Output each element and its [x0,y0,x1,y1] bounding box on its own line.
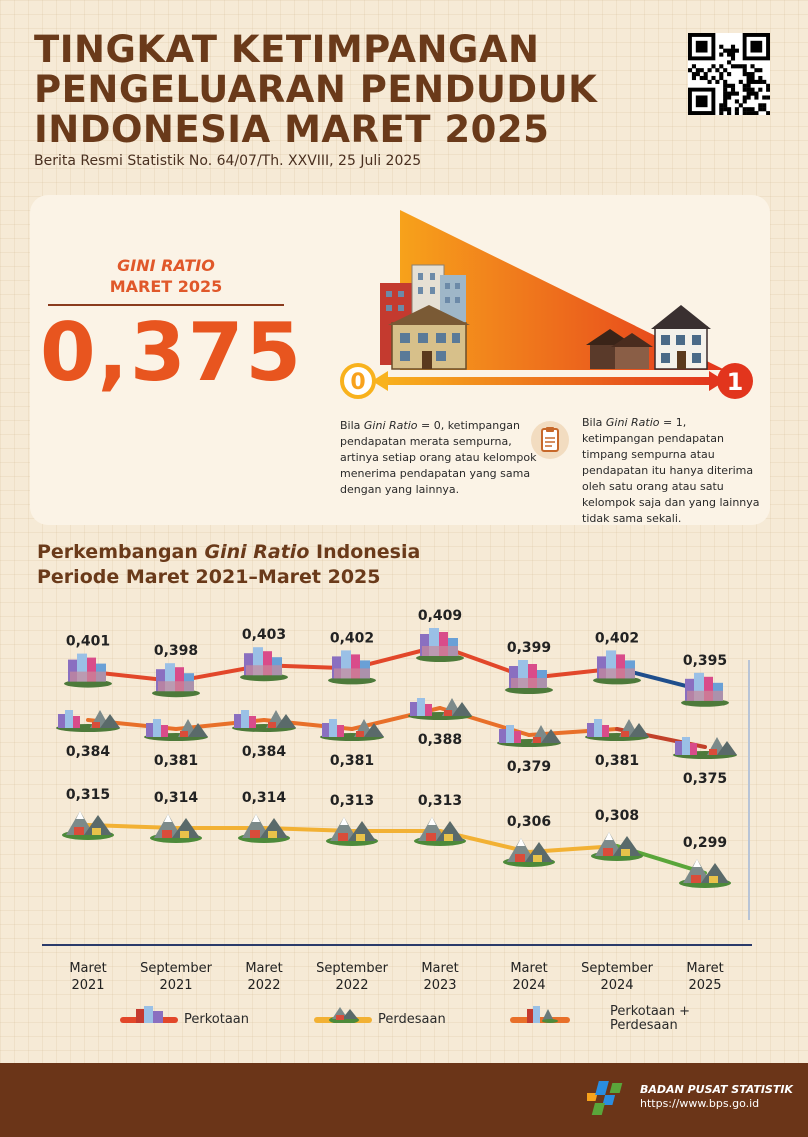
legend-label [610,1005,690,1033]
clipboard-icon [530,420,570,460]
data-label: 0,384 [65,744,111,760]
data-label: 0,306 [506,814,552,830]
data-label: 0,381 [153,753,199,769]
page-title [34,30,654,150]
data-label: 0,381 [329,753,375,769]
data-label: 0,403 [241,627,287,644]
x-tick-label: September 2024 [581,961,653,993]
org-name: BADAN PUSAT STATISTIK [640,1083,793,1096]
title-line-2: PENGELUARAN PENDUDUK [34,68,598,111]
data-label: 0,314 [153,790,199,806]
data-label: 0,308 [594,808,640,824]
title-line-1: TINGKAT KETIMPANGAN [34,28,540,71]
gini-label [48,255,284,297]
data-point [416,628,464,662]
x-tick-label: Maret 2022 [245,961,283,993]
legend-item-perkotaan-perdesaan [510,1005,710,1041]
gini-line-chart [0,600,808,1040]
data-point [505,660,553,694]
data-label: 0,375 [682,771,728,787]
data-point [152,663,200,697]
legend-item-perdesaan [314,1005,474,1041]
data-point [240,647,288,681]
data-label: 0,409 [417,608,463,624]
city-icon [134,1005,166,1023]
x-tick-label: Maret 2021 [69,961,107,993]
data-label: 0,379 [506,759,552,775]
bps-logo-icon[interactable] [587,1073,635,1121]
gini-value: 0,375 [40,306,304,399]
x-tick-label: Maret 2023 [421,961,459,993]
x-tick-label: September 2021 [140,961,212,993]
data-point [64,654,112,688]
data-point [593,650,641,684]
data-label: 0,402 [594,630,640,647]
gini-label-period: MARET 2025 [109,277,223,296]
gini-label-title: GINI RATIO [117,256,215,275]
data-label: 0,388 [417,732,463,748]
city-village-icon [518,1005,566,1023]
org-url[interactable]: https://www.bps.go.id [640,1097,760,1110]
data-point [679,859,731,888]
release-subtitle: Berita Resmi Statistik No. 64/07/Th. XXVIII, 25 Juli 2025 [34,153,422,169]
chart-title-line-2: Periode Maret 2021–Maret 2025 [37,566,381,588]
legend-label: Perdesaan [378,1012,446,1027]
chart-title-line-1: Perkembangan Gini Ratio Indonesia [37,541,421,563]
gini-zero-description: Bila Gini Ratio = 0, ketimpangan pendapatan merata sempurna, artinya setiap orang atau kelompok menerima pendapatan yang sama dengan yang lainnya. [340,419,537,496]
data-label: 0,299 [682,835,728,851]
data-label: 0,402 [329,630,375,647]
gini-one-description: Bila Gini Ratio = 1, ketimpangan pendapatan timpang sempurna atau pendapatan itu hanya diterima oleh satu orang atau satu kelompok saja dan yang lainnya tidak sama sekali. [582,416,760,525]
scale-one-label: 1 [726,368,744,396]
data-point [328,650,376,684]
x-tick-label: Maret 2025 [686,961,724,993]
x-tick-label: September 2022 [316,961,388,993]
data-label: 0,395 [682,652,728,669]
village-icon [328,1005,360,1023]
legend-item-perkotaan [120,1005,280,1041]
data-label: 0,384 [241,744,287,760]
data-label: 0,381 [594,753,640,769]
scale-arrow [380,377,715,385]
legend-label: Perkotaan [184,1012,250,1027]
legend-label-line-2: Perdesaan [610,1018,678,1033]
data-label: 0,399 [506,640,552,656]
data-label: 0,401 [65,633,111,650]
title-line-3: INDONESIA MARET 2025 [34,108,550,151]
chart-title [37,540,420,590]
x-tick-label: Maret 2024 [510,961,548,993]
qr-code-icon[interactable] [688,33,770,115]
scale-zero-label: 0 [350,370,366,395]
city-buildings-icon [380,265,470,369]
data-point [681,673,729,707]
data-label: 0,314 [241,790,287,806]
data-label: 0,315 [65,787,111,803]
data-label: 0,313 [329,793,375,809]
inequality-diagram [340,205,760,405]
legend-label-line-1: Perkotaan + [610,1004,691,1019]
data-label: 0,313 [417,793,463,809]
data-label: 0,398 [153,643,199,660]
